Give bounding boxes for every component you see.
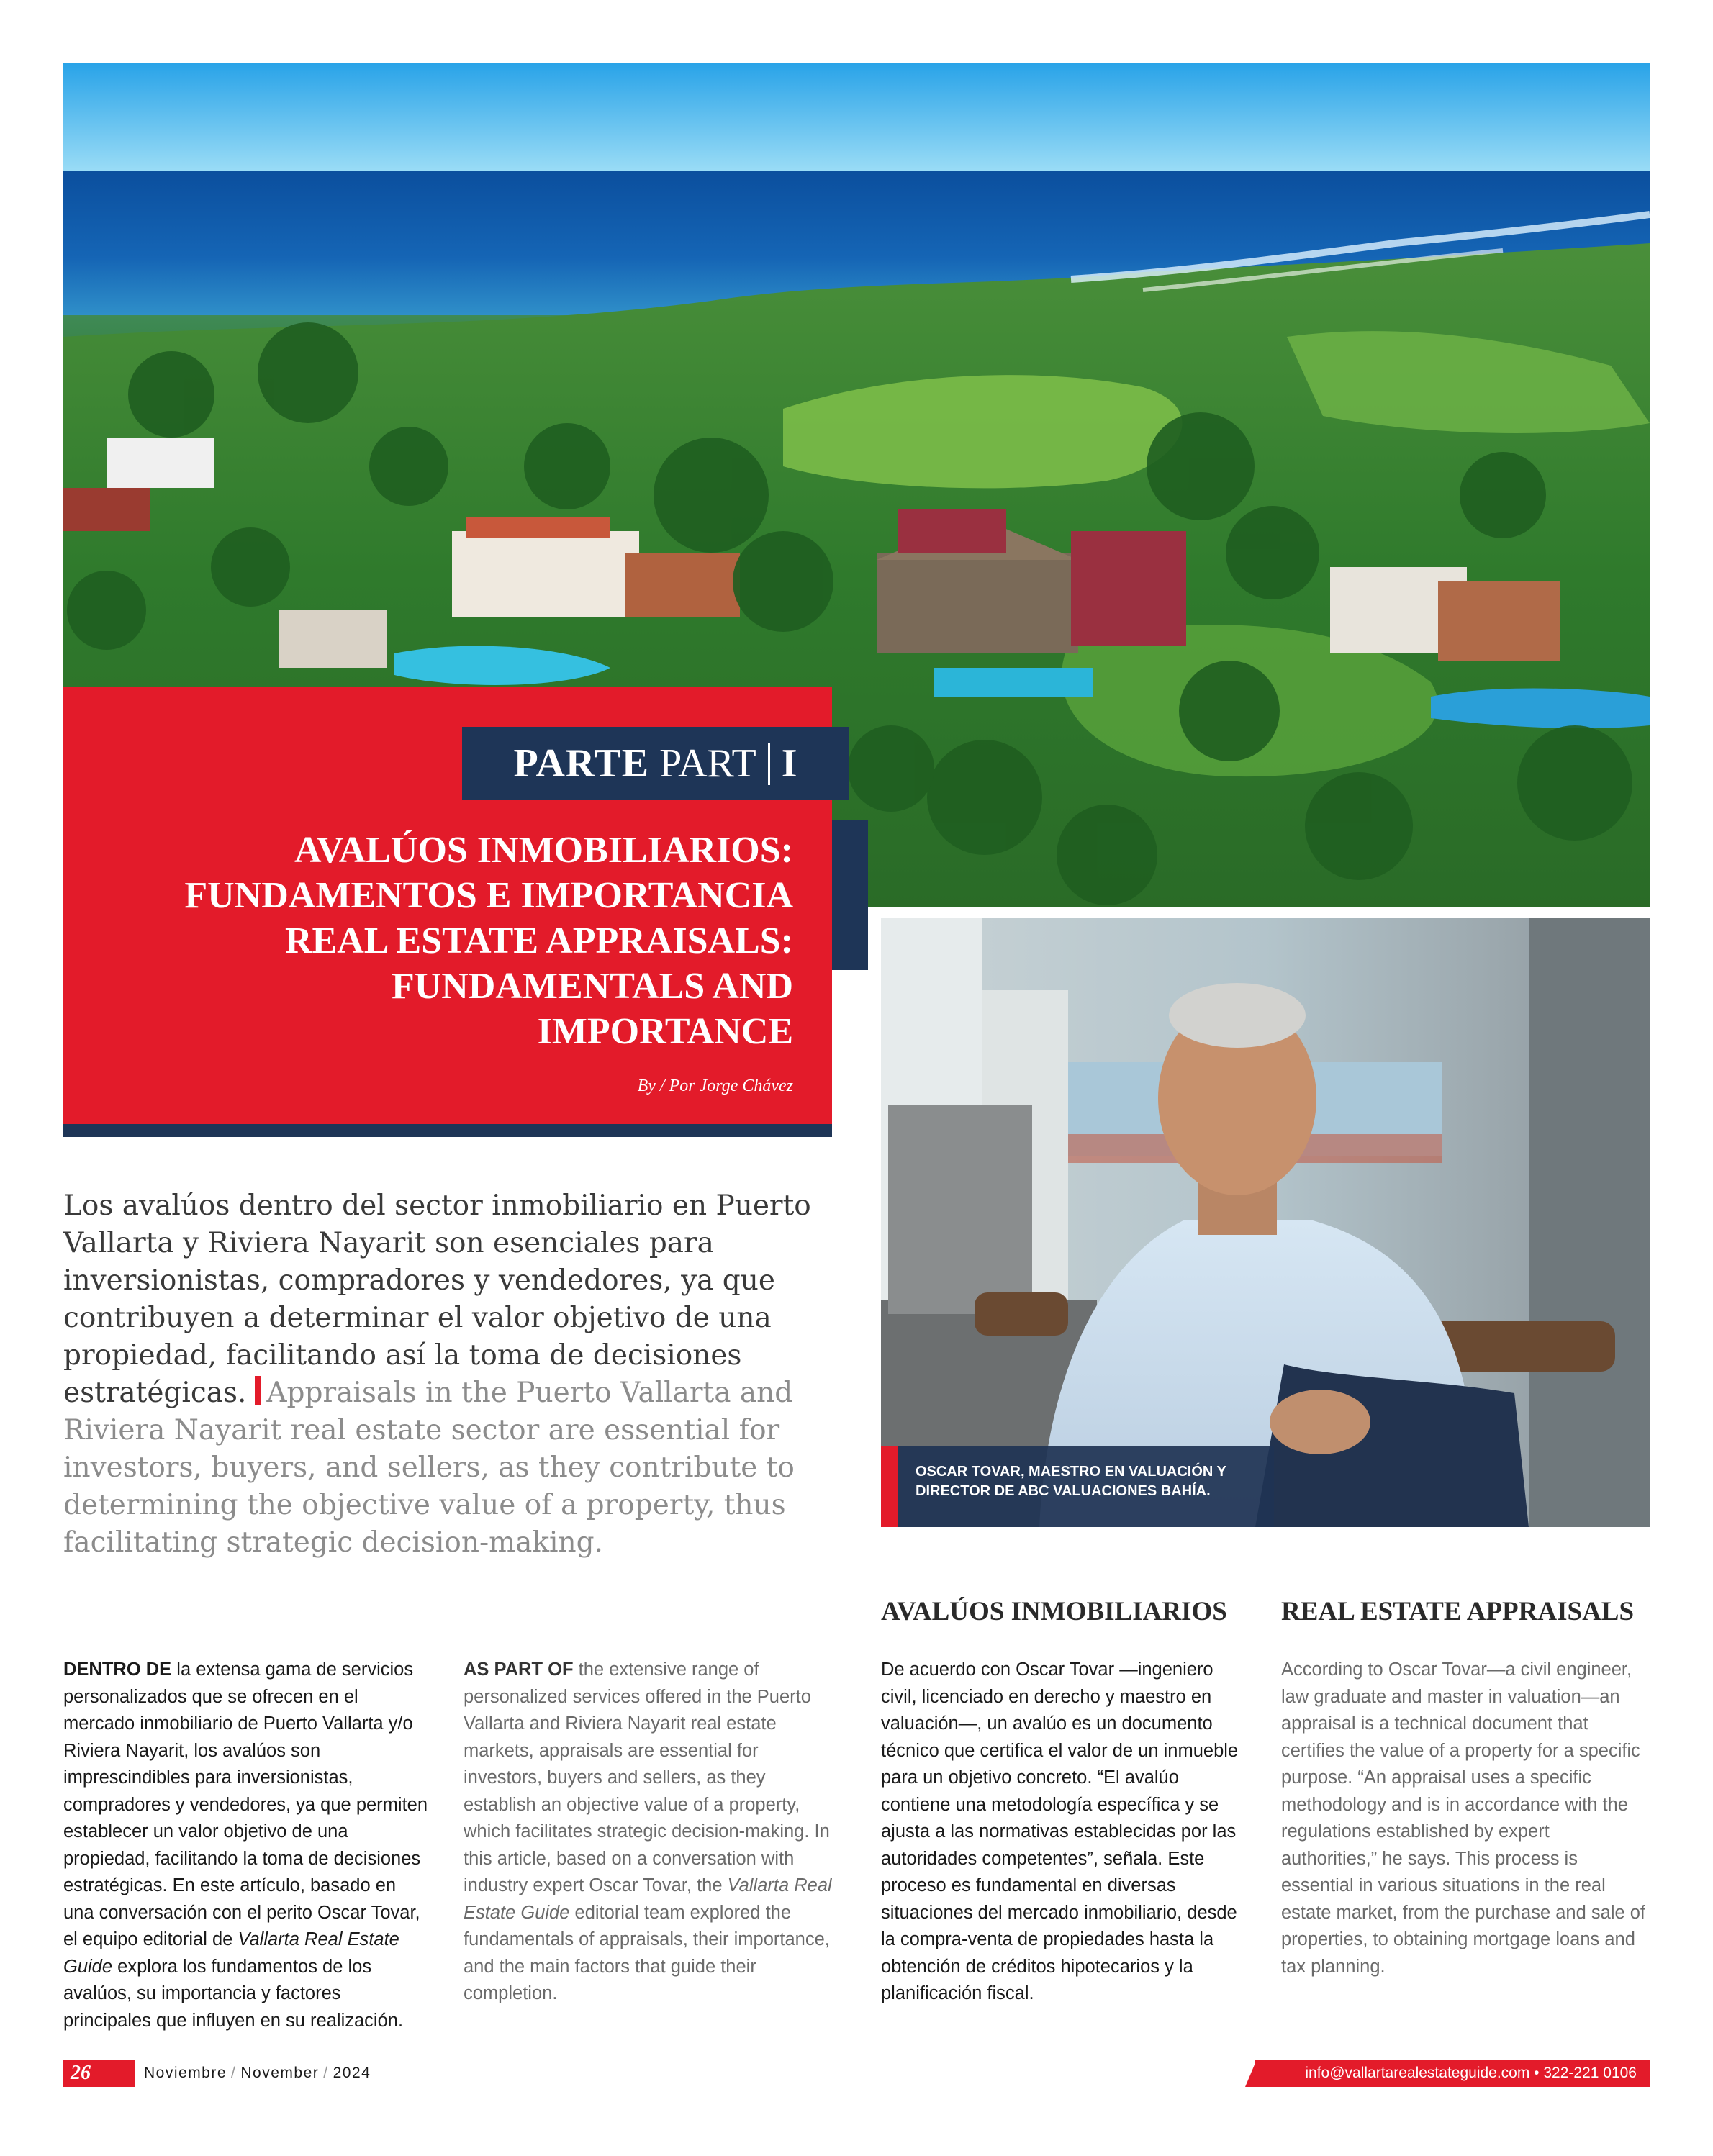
section-heading-en: REAL ESTATE APPRAISALS bbox=[1281, 1597, 1635, 1626]
col1-publication: Vallarta Real Estate Guide bbox=[63, 1929, 399, 1977]
title-line-3: REAL ESTATE APPRAISALS: bbox=[284, 920, 793, 961]
article-title bbox=[86, 828, 793, 1054]
issue-sep-1: / bbox=[231, 2065, 237, 2081]
lead-english: Appraisals in the Puerto Vallarta and Riviera Nayarit real estate sector are essential for investors, buyers, and sellers, as they contribute to determining the objective value of a property, thus facilitating strategic decision-making. bbox=[63, 1377, 795, 1559]
caption-line-1: OSCAR TOVAR, MAESTRO EN VALUACIÓN Y bbox=[916, 1464, 1226, 1480]
section-heading-es: AVALÚOS INMOBILIARIOS bbox=[881, 1597, 1227, 1626]
hero-corner-accent bbox=[832, 820, 868, 970]
body-column-1 bbox=[63, 1657, 430, 2034]
part-label-en: PART bbox=[659, 741, 756, 786]
title-line-1: AVALÚOS INMOBILIARIOS: bbox=[294, 830, 793, 871]
col3-text: De acuerdo con Oscar Tovar —ingeniero civil, licenciado en derecho y maestro en valuación—, un avalúo es un documento técnico que certifica el valor de un inmueble para un objetivo concreto. “El avalúo contiene una metodología específica y se ajusta a las normativas establecidas por las autoridades competentes”, señala. Este proceso es fundamental en diversas situaciones del mercado inmobiliario, desde la compra-venta de propiedades hasta la obtención de créditos hipotecarios y la planificación fiscal. bbox=[881, 1659, 1239, 2003]
issue-year: 2024 bbox=[333, 2065, 371, 2081]
lead-divider bbox=[255, 1376, 261, 1405]
caption-line-2: DIRECTOR DE ABC VALUACIONES BAHÍA. bbox=[916, 1483, 1211, 1499]
body-column-4 bbox=[1281, 1657, 1650, 1980]
col4-text: According to Oscar Tovar—a civil engineer, law graduate and master in valuation—an appraisal is a technical document that certifies the value of a property for a specific purpose. “An appraisal uses a specific methodology and is in accordance with the regulations established by expert authorities,” he says. This process is essential in various situations in the real estate market, from the purchase and sale of properties, to obtaining mortgage loans and tax planning. bbox=[1281, 1659, 1646, 1977]
col1-text-b: explora los fundamentos de los avalúos, su importancia y factores principales que influyen en su realización. bbox=[63, 1956, 404, 2031]
issue-sep-2: / bbox=[323, 2065, 329, 2081]
col1-text-a: la extensa gama de servicios personalizados que se ofrecen en el mercado inmobiliario de Puerto Vallarta y/o Riviera Nayarit, los avalúos son imprescindibles para inversionistas, compradores y vendedores, ya que permiten establecer un valor objetivo de una propiedad, facilitando la toma de decisiones estratégicas. En este artículo, basado en una conversación con el perito Oscar Tovar, el equipo editorial de bbox=[63, 1659, 428, 1949]
col2-publication: Vallarta Real Estate Guide bbox=[464, 1875, 832, 1923]
part-number: I bbox=[781, 741, 798, 786]
portrait-caption bbox=[881, 1446, 1274, 1527]
byline: By / Por Jorge Chávez bbox=[637, 1077, 793, 1095]
col2-text-a: the extensive range of personalized services offered in the Puerto Vallarta and Riviera Nayarit real estate markets, appraisals are essential for investors, buyers and sellers, as they establish an objective value of a property, which facilitates strategic decision-making. In this article, based on a conversation with industry expert Oscar Tovar, the bbox=[464, 1659, 830, 1895]
col1-lead-in: DENTRO DE bbox=[63, 1659, 172, 1680]
col2-lead-in: AS PART OF bbox=[464, 1659, 574, 1680]
title-panel-border bbox=[63, 1124, 832, 1137]
portrait-illustration bbox=[881, 918, 1650, 1527]
portrait-photo bbox=[881, 918, 1650, 1527]
part-label bbox=[462, 727, 849, 800]
lead-spanish: Los avalúos dentro del sector inmobiliario en Puerto Vallarta y Riviera Nayarit son esenciales para inversionistas, compradores y vendedores, ya que contribuyen a determinar el valor objetivo de una propiedad, facilitando así la toma de decisiones estratégicas. bbox=[63, 1190, 811, 1409]
col2-text-b: editorial team explored the fundamentals of appraisals, their importance, and the main factors that guide their completion. bbox=[464, 1902, 830, 2003]
issue-month-es: Noviembre bbox=[144, 2065, 227, 2081]
title-line-4: FUNDAMENTALS AND bbox=[391, 966, 793, 1007]
part-label-es: PARTE bbox=[513, 741, 650, 786]
issue-date bbox=[144, 2060, 371, 2087]
body-column-3 bbox=[881, 1657, 1248, 2008]
body-column-2 bbox=[464, 1657, 838, 2008]
lead-paragraph bbox=[63, 1187, 841, 1562]
title-line-2: FUNDAMENTOS E IMPORTANCIA bbox=[184, 875, 793, 916]
title-line-5: IMPORTANCE bbox=[537, 1011, 793, 1052]
page-number: 26 bbox=[63, 2060, 135, 2087]
issue-month-en: November bbox=[240, 2065, 320, 2081]
contact-info: info@vallartarealestateguide.com • 322-221 0106 bbox=[1255, 2060, 1650, 2087]
part-divider bbox=[768, 743, 770, 785]
